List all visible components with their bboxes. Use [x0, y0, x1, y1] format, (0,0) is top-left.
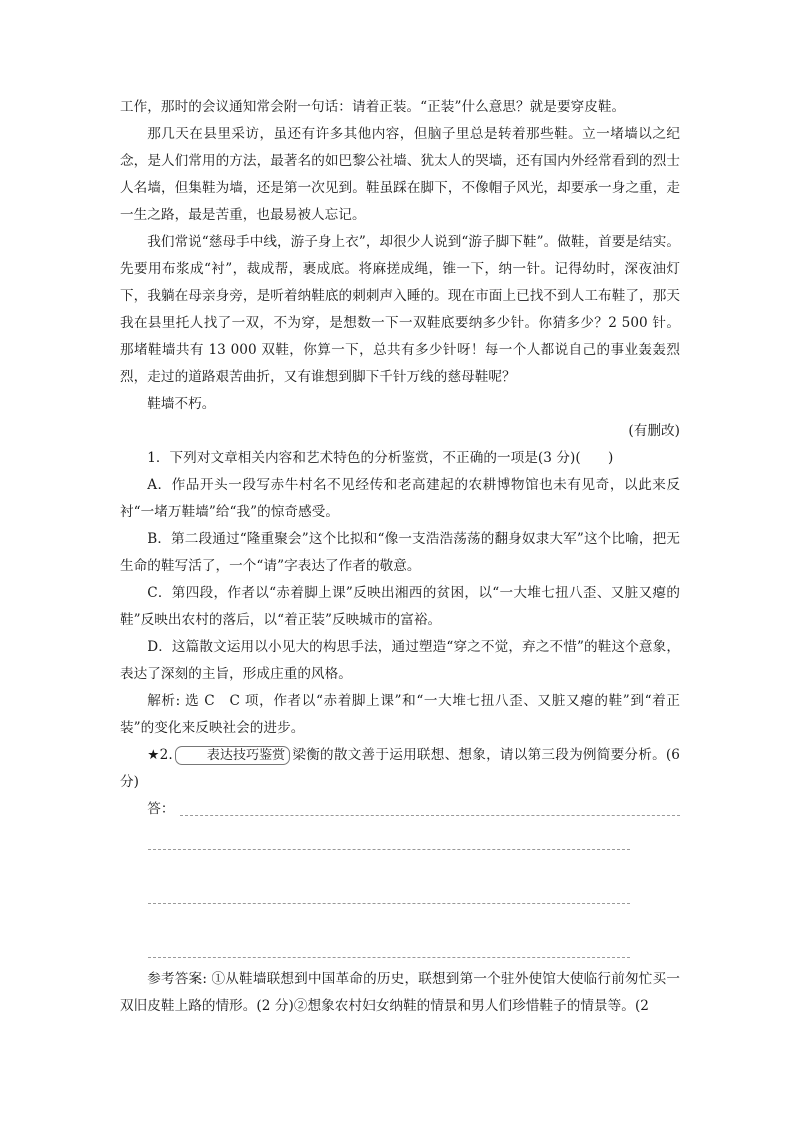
question-1-option-c: C．第四段，作者以“赤着脚上课”反映出湘西的贫困，以“一大堆七扭八歪、又脏又瘪的鞋”反映出农村的落后，以“着正装”反映城市的富裕。	[120, 585, 680, 628]
question-1-option-d: D．这篇散文运用以小见大的构思手法，通过塑造“穿之不觉，弃之不惜”的鞋这个意象，表达了深刻的主旨，形成庄重的风格。	[120, 639, 680, 682]
answer-spacer	[120, 850, 680, 877]
answer-area[interactable]	[120, 796, 680, 823]
question-2-text: 梁衡的散文善于运用联想、想象，请以第三段为例简要分析。(6 分)	[120, 747, 680, 790]
answer-line-1[interactable]	[180, 815, 680, 816]
question-1-option-a: A．作品开头一段写赤牛村名不见经传和老高建起的农耕博物馆也未有见奇，以此来反衬“一堵万鞋墙”给“我”的惊奇感受。	[120, 477, 680, 520]
question-1-analysis: 解析: 选 C C 项，作者以“赤着脚上课”和“一大堆七扭八歪、又脏又瘪的鞋”到“着正装”的变化来反映社会的进步。	[120, 693, 680, 736]
question-1-option-b: B．第二段通过“隆重聚会”这个比拟和“像一支浩浩荡荡的翻身奴隶大军”这个比喻，把无生命的鞋写活了，一个“请”字表达了作者的敬意。	[120, 531, 680, 574]
passage-paragraph-4: 鞋墙不朽。	[147, 396, 216, 412]
passage-paragraph-1: 工作，那时的会议通知常会附一句话：请着正装。“正装”什么意思？就是要穿皮鞋。	[120, 99, 626, 115]
answer-line-4[interactable]	[148, 931, 630, 958]
source-note: (有删改)	[628, 423, 680, 439]
answer-line-3[interactable]	[148, 877, 630, 904]
document-content	[120, 94, 680, 1020]
question-type-tag: 表达技巧鉴赏	[175, 746, 291, 765]
passage-paragraph-3: 我们常说“慈母手中线，游子身上衣”，却很少人说到“游子脚下鞋”。做鞋，首要是结实。先要用布浆成“衬”，裁成帮，裹成底。将麻搓成绳，锥一下，纳一针。记得幼时，深夜油灯下，我躺在母亲身旁，是听着纳鞋底的刺刺声入睡的。现在市面上已找不到人工布鞋了，那天我在县里托人找了一双，不为穿，是想数一下一双鞋底要纳多少针。你猜多少？2 500 针。那堵鞋墙共有 13 000 双鞋，你算一下，总共有多少针呀！每一个人都说自己的事业轰轰烈烈，走过的道路艰苦曲折，又有谁想到脚下千针万线的慈母鞋呢？	[120, 234, 681, 385]
answer-spacer	[120, 904, 680, 931]
answer-label: 答：	[147, 801, 175, 817]
question-1-stem: 1．下列对文章相关内容和艺术特色的分析鉴赏，不正确的一项是(3 分)( )	[147, 450, 614, 466]
passage-paragraph-2: 那几天在县里采访，虽还有许多其他内容，但脑子里总是转着那些鞋。立一堵墙以之纪念，是人们常用的方法，最著名的如巴黎公社墙、犹太人的哭墙，还有国内外经常看到的烈士人名墙，但集鞋为墙，还是第一次见到。鞋虽踩在脚下，不像帽子风光，却要承一身之重，走一生之路，最是苦重，也最易被人忘记。	[120, 126, 680, 223]
reference-answer: 参考答案: ①从鞋墙联想到中国革命的历史，联想到第一个驻外使馆大使临行前匆忙买一双旧皮鞋上路的情形。(2 分)②想象农村妇女纳鞋的情景和男人们珍惜鞋子的情景等。(2	[120, 971, 680, 1014]
answer-line-2[interactable]	[148, 823, 630, 850]
star-marker: ★2.	[147, 747, 173, 763]
question-2-stem	[120, 742, 680, 796]
